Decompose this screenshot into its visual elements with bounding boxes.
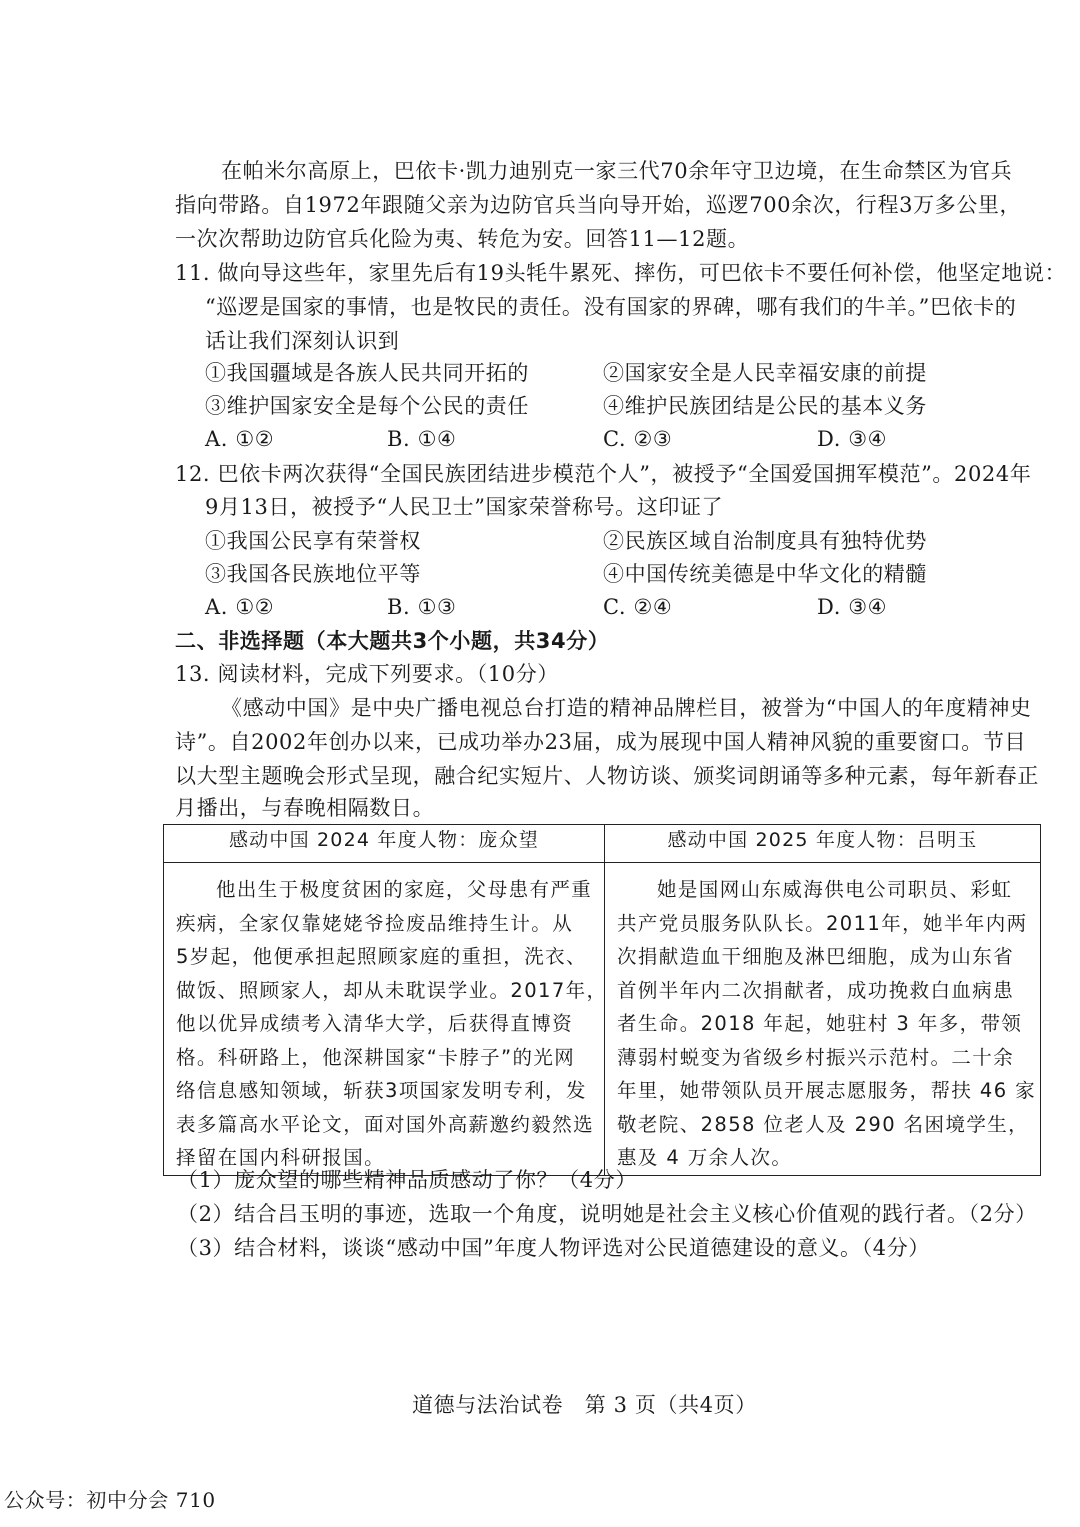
table-header-left: 感动中国 2024 年度人物：庞众望 — [164, 825, 605, 863]
q12-option-d: D. ③④ — [817, 595, 888, 619]
left-cell-line: 择留在国内科研报国。 — [176, 1146, 386, 1169]
right-cell-line: 共产党员服务队队长。2011年，她半年内两 — [617, 911, 1028, 935]
q13-stem: 13. 阅读材料，完成下列要求。（10分） — [175, 662, 559, 686]
right-cell-line: 年里，她带领队员开展志愿服务，帮扶 46 家 — [617, 1079, 1037, 1102]
q11-statement-2: ②国家安全是人民幸福安康的前提 — [603, 361, 927, 385]
q12-statement-3: ③我国各民族地位平等 — [205, 562, 421, 586]
section-2-heading: 二、非选择题（本大题共3个小题，共34分） — [175, 629, 610, 653]
left-cell-line: 5岁起，他便承担起照顾家庭的重担，洗衣、 — [176, 945, 587, 968]
q12-statement-1: ①我国公民享有荣誉权 — [205, 529, 421, 553]
q11-stem-line-2: “巡逻是国家的事情，也是牧民的责任。没有国家的界碑，哪有我们的牛羊。”巴依卡的 — [205, 295, 1017, 319]
table-header-right: 感动中国 2025 年度人物：吕明玉 — [605, 825, 1041, 863]
watermark-text: 公众号：初中分会 710 — [4, 1488, 216, 1512]
person-comparison-table — [163, 824, 1041, 1176]
q11-option-d: D. ③④ — [817, 427, 888, 451]
right-cell-line: 薄弱村蜕变为省级乡村振兴示范村。二十余 — [617, 1045, 1015, 1069]
q12-option-c: C. ②④ — [603, 595, 673, 619]
table-cell-right — [605, 863, 1041, 1176]
q12-option-a: A. ①② — [205, 595, 275, 619]
q13-sub-question-3: （3）结合材料，谈谈“感动中国”年度人物评选对公民道德建设的意义。（4分） — [177, 1236, 930, 1260]
q13-material-line-2: 诗”。自2002年创办以来，已成功举办23届，成为展现中国人精神风貌的重要窗口。节目 — [175, 730, 1027, 754]
q11-statement-3: ③维护国家安全是每个公民的责任 — [205, 394, 529, 418]
right-cell-line: 次捐献造血干细胞及淋巴细胞，成为山东省 — [617, 945, 1015, 968]
q11-option-b: B. ①④ — [387, 427, 457, 451]
q11-statement-4: ④维护民族团结是公民的基本义务 — [603, 394, 927, 418]
q11-stem-line-1: 11. 做向导这些年，家里先后有19头牦牛累死、摔伤，可巴依卡不要任何补偿，他坚定地说： — [175, 261, 1067, 285]
q12-option-b: B. ①③ — [387, 595, 457, 619]
q12-stem-line-1: 12. 巴依卡两次获得“全国民族团结进步模范个人”，被授予“全国爱国拥军模范”。2024年 — [175, 462, 1032, 486]
page-footer: 道德与法治试卷 第 3 页（共4页） — [412, 1393, 757, 1417]
left-cell-line: 疾病，全家仅靠姥姥爷捡废品维持生计。从 — [176, 911, 574, 935]
q11-statement-1: ①我国疆域是各族人民共同开拓的 — [205, 361, 529, 385]
intro-line-3: 一次次帮助边防官兵化险为夷、转危为安。回答11—12题。 — [175, 227, 750, 251]
right-cell-line: 敬老院、2858 位老人及 290 名困境学生， — [617, 1112, 1030, 1136]
left-cell-line: 他以优异成绩考入清华大学，后获得直博资 — [176, 1012, 574, 1035]
q12-statement-2: ②民族区域自治制度具有独特优势 — [603, 529, 927, 553]
right-cell-line: 她是国网山东威海供电公司职员、彩虹 — [657, 878, 1013, 901]
left-cell-line: 络信息感知领域，斩获3项国家发明专利，发 — [176, 1079, 587, 1102]
q13-material-line-4: 月播出，与春晚相隔数日。 — [175, 796, 435, 820]
left-cell-line: 做饭、照顾家人，却从未耽误学业。2017年， — [176, 978, 608, 1002]
intro-line-1: 在帕米尔高原上，巴依卡·凯力迪别克一家三代70余年守卫边境，在生命禁区为官兵 — [221, 159, 1013, 183]
right-cell-line: 首例半年内二次捐献者，成功挽救白血病患 — [617, 978, 1015, 1002]
left-cell-line: 表多篇高水平论文，面对国外高薪邀约毅然选 — [176, 1112, 595, 1136]
q11-option-c: C. ②③ — [603, 427, 673, 451]
q13-material-line-3: 以大型主题晚会形式呈现，融合纪实短片、人物访谈、颁奖词朗诵等多种元素，每年新春正 — [175, 764, 1039, 788]
q11-stem-line-3: 话让我们深刻认识到 — [205, 329, 400, 353]
intro-line-2: 指向带路。自1972年跟随父亲为边防官兵当向导开始，巡逻700余次，行程3万多公里， — [175, 193, 1022, 217]
left-cell-line: 格。科研路上，他深耕国家“卡脖子”的光网 — [176, 1045, 576, 1069]
table-cell-left — [164, 863, 608, 1176]
q12-statement-4: ④中国传统美德是中华文化的精髓 — [603, 562, 927, 586]
q11-option-a: A. ①② — [205, 427, 275, 451]
right-cell-line: 惠及 4 万余人次。 — [617, 1146, 793, 1169]
q13-material-line-1: 《感动中国》是中央广播电视总台打造的精神品牌栏目，被誉为“中国人的年度精神史 — [221, 696, 1032, 720]
q13-sub-question-2: （2）结合吕玉明的事迹，选取一个角度，说明她是社会主义核心价值观的践行者。（2分） — [177, 1202, 1037, 1226]
q13-sub-question-1: （1）庞众望的哪些精神品质感动了你？（4分） — [177, 1168, 637, 1192]
right-cell-line: 者生命。2018 年起，她驻村 3 年多，带领 — [617, 1012, 1023, 1035]
left-cell-line: 他出生于极度贫困的家庭，父母患有严重 — [216, 878, 593, 901]
q12-stem-line-2: 9月13日，被授予“人民卫士”国家荣誉称号。这印证了 — [205, 495, 724, 519]
